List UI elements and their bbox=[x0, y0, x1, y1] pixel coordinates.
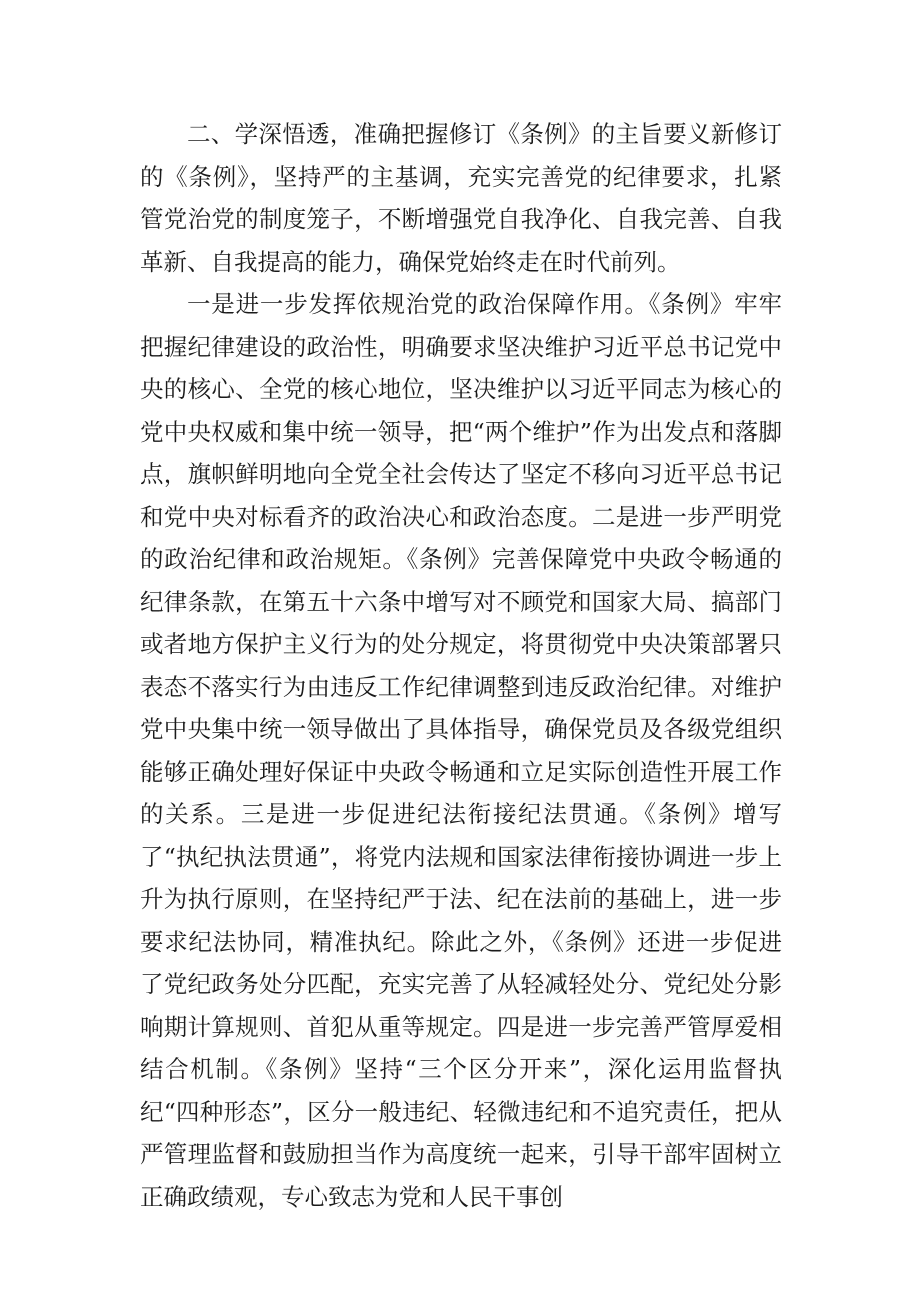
section-heading-paragraph: 二、学深悟透，准确把握修订《条例》的主旨要义新修订的《条例》，坚持严的主基调，充实完善党的纪律要求，扎紧管党治党的制度笼子，不断增强党自我净化、自我完善、自我革新、自我提高的能力，确保党始终走在时代前列。 bbox=[140, 120, 782, 276]
body-paragraph: 一是进一步发挥依规治党的政治保障作用。《条例》牢牢把握纪律建设的政治性，明确要求坚决维护习近平总书记党中央的核心、全党的核心地位，坚决维护以习近平同志为核心的党中央权威和集中统一领导，把“两个维护”作为出发点和落脚点，旗帜鲜明地向全党全社会传达了坚定不移向习近平总书记和党中央对标看齐的政治决心和政治态度。二是进一步严明党的政治纪律和政治规矩。《条例》完善保障党中央政令畅通的纪律条款，在第五十六条中增写对不顾党和国家大局、搞部门或者地方保护主义行为的处分规定，将贯彻党中央决策部署只表态不落实行为由违反工作纪律调整到违反政治纪律。对维护党中央集中统一领导做出了具体指导，确保党员及各级党组织能够正确处理好保证中央政令畅通和立足实际创造性开展工作的关系。三是进一步促进纪法衔接纪法贯通。《条例》增写了“执纪执法贯通”，将党内法规和国家法律衔接协调进一步上升为执行原则，在坚持纪严于法、纪在法前的基础上，进一步要求纪法协同，精准执纪。除此之外，《条例》还进一步促进了党纪政务处分匹配，充实完善了从轻减轻处分、党纪处分影响期计算规则、首犯从重等规定。四是进一步完善严管厚爱相结合机制。《条例》坚持“三个区分开来”，深化运用监督执纪“四种形态”，区分一般违纪、轻微违纪和不追究责任，把从严管理监督和鼓励担当作为高度统一起来，引导干部牢固树立正确政绩观，专心致志为党和人民干事创 bbox=[140, 290, 782, 1211]
body-text bbox=[140, 113, 782, 1218]
